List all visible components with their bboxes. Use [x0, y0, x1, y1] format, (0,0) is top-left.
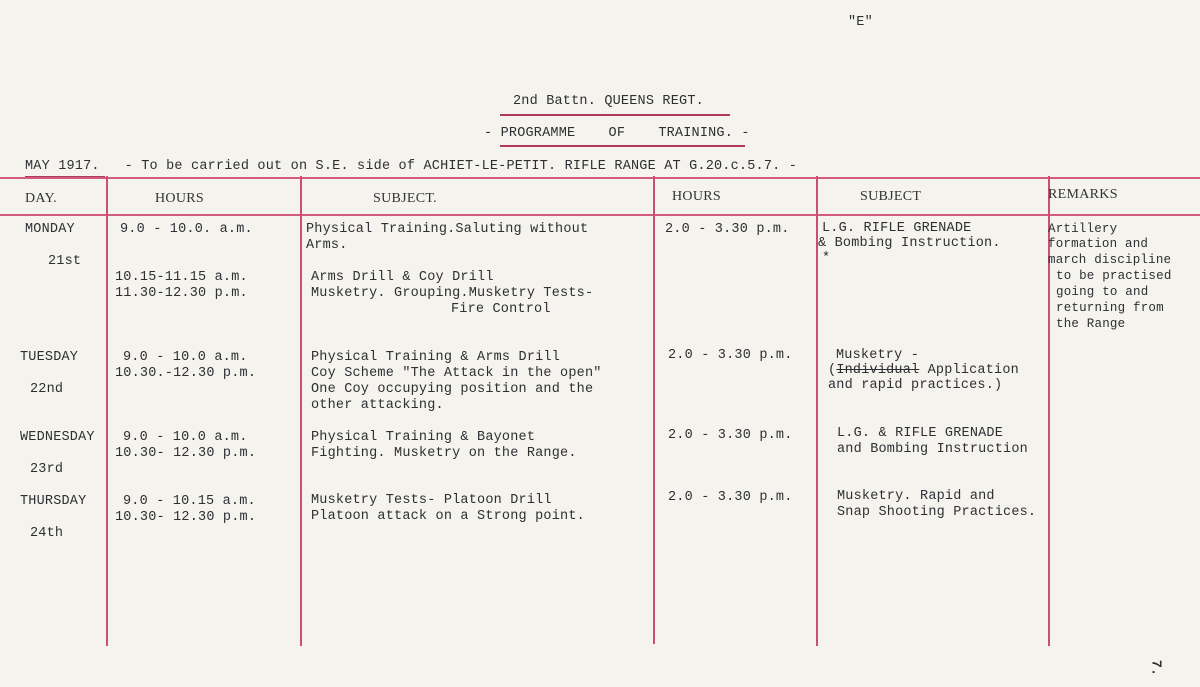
column-rule-1	[106, 176, 108, 646]
am-subject: Fighting. Musketry on the Range.	[311, 446, 577, 461]
unit-title: 2nd Battn. QUEENS REGT.	[513, 94, 704, 109]
remarks-text: march discipline	[1048, 253, 1172, 267]
am-hours: 9.0 - 10.15 a.m.	[123, 494, 256, 509]
pm-subject	[828, 363, 1019, 379]
row-date: 21st	[48, 254, 82, 269]
remarks-text: returning from	[1056, 301, 1164, 315]
pm-hours: 2.0 - 3.30 p.m.	[665, 222, 790, 237]
am-subject: Fire Control	[451, 302, 551, 317]
pm-subject: *	[822, 251, 831, 266]
am-subject: Physical Training & Arms Drill	[311, 350, 561, 365]
am-hours: 10.30- 12.30 p.m.	[115, 510, 257, 525]
remarks-text: to be practised	[1056, 269, 1172, 283]
am-subject: Coy Scheme "The Attack in the open"	[311, 366, 602, 381]
pm-subject: Snap Shooting Practices.	[837, 505, 1037, 520]
pm-subject: Musketry. Rapid and	[837, 489, 995, 504]
pm-subject: Musketry -	[836, 348, 920, 363]
struck-word: Individual	[836, 363, 920, 378]
remarks-text: going to and	[1056, 285, 1149, 299]
pm-subject: L.G. RIFLE GRENADE	[822, 221, 972, 236]
am-subject: Arms Drill & Coy Drill	[311, 270, 494, 285]
row-day: THURSDAY	[20, 494, 87, 509]
pm-hours: 2.0 - 3.30 p.m.	[668, 490, 793, 505]
am-hours: 9.0 - 10.0 a.m.	[123, 430, 248, 445]
header-day: DAY.	[25, 191, 57, 206]
am-hours: 10.15-11.15 a.m.	[115, 270, 248, 285]
am-subject: Physical Training & Bayonet	[311, 430, 536, 445]
am-subject: One Coy occupying position and the	[311, 382, 594, 397]
header-bottom-rule	[0, 214, 1200, 216]
am-hours: 11.30-12.30 p.m.	[115, 286, 248, 301]
table-top-rule	[0, 177, 1200, 179]
row-day: MONDAY	[25, 222, 75, 237]
am-subject: Musketry Tests- Platoon Drill	[311, 493, 552, 508]
pm-subject: and rapid practices.)	[828, 378, 1003, 393]
column-rule-2	[300, 176, 302, 646]
am-subject: Musketry. Grouping.Musketry Tests-	[311, 286, 594, 301]
document-title: - PROGRAMME OF TRAINING. -	[484, 126, 750, 141]
am-hours: 10.30.-12.30 p.m.	[115, 366, 257, 381]
row-date: 22nd	[30, 382, 64, 397]
corner-mark: "E"	[848, 15, 873, 30]
pm-subject: and Bombing Instruction	[837, 442, 1028, 457]
row-day: TUESDAY	[20, 350, 79, 365]
remarks-text: Artillery	[1048, 222, 1118, 236]
row-day: WEDNESDAY	[20, 430, 95, 445]
pm-subject-paren: (	[828, 363, 837, 378]
am-hours: 10.30- 12.30 p.m.	[115, 446, 257, 461]
pm-subject-rest: Application	[919, 363, 1019, 378]
header-subject-pm: SUBJECT	[860, 189, 922, 204]
document-subtitle: MAY 1917. - To be carried out on S.E. side of ACHIET-LE-PETIT. RIFLE RANGE AT G.20.c.5.7. -	[25, 159, 798, 174]
am-hours: 9.0 - 10.0. a.m.	[120, 222, 253, 237]
am-subject: other attacking.	[311, 398, 444, 413]
pm-hours: 2.0 - 3.30 p.m.	[668, 428, 793, 443]
am-subject: Physical Training.Saluting without	[306, 222, 589, 237]
pm-subject: L.G. & RIFLE GRENADE	[837, 426, 1004, 441]
header-remarks: REMARKS	[1048, 187, 1118, 202]
am-hours: 9.0 - 10.0 a.m.	[123, 350, 248, 365]
page-number: 7.	[1147, 659, 1163, 677]
header-hours-am: HOURS	[155, 191, 204, 206]
am-subject: Arms.	[306, 238, 348, 253]
row-date: 23rd	[30, 462, 64, 477]
pm-subject: & Bombing Instruction.	[818, 236, 1001, 251]
document-title-underline	[500, 145, 745, 147]
am-subject: Platoon attack on a Strong point.	[311, 509, 585, 524]
unit-title-underline	[500, 114, 730, 116]
remarks-text: formation and	[1048, 237, 1149, 251]
header-subject-am: SUBJECT.	[373, 191, 437, 206]
header-hours-pm: HOURS	[672, 189, 721, 204]
column-rule-3	[653, 176, 655, 644]
row-date: 24th	[30, 526, 64, 541]
pm-hours: 2.0 - 3.30 p.m.	[668, 348, 793, 363]
remarks-text: the Range	[1056, 317, 1126, 331]
